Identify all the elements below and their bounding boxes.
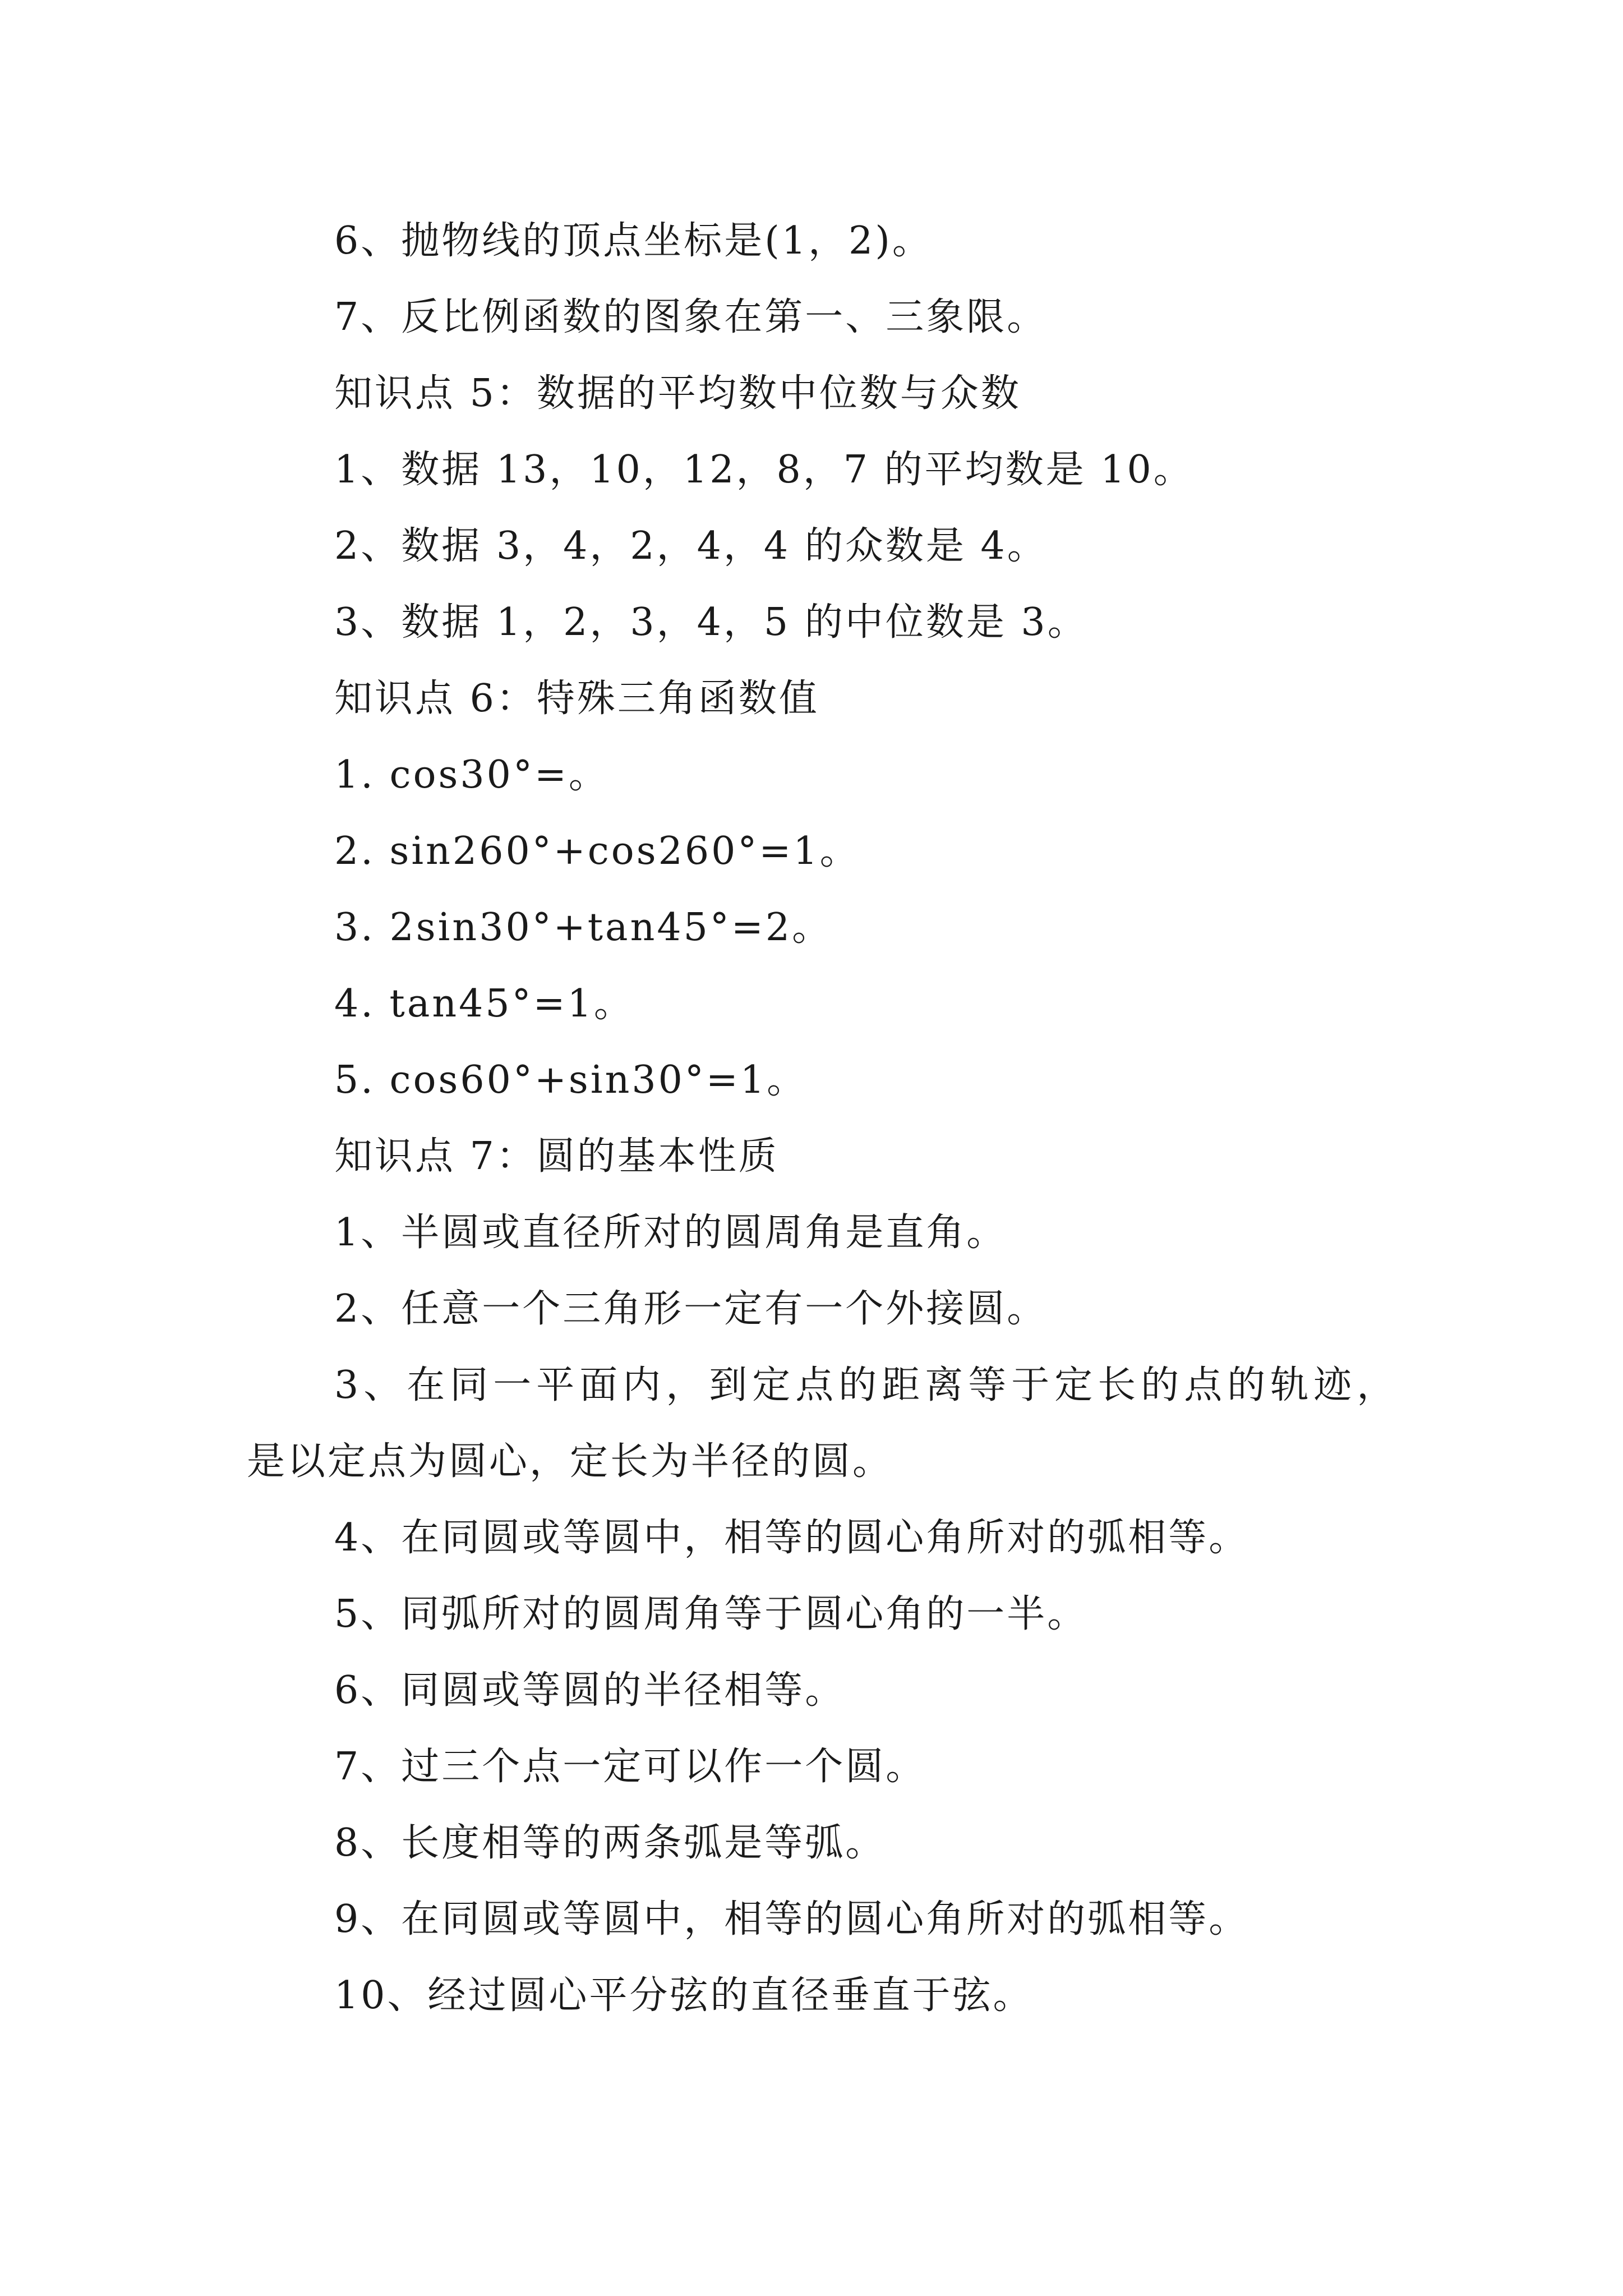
- text-line: 1、数据 13，10，12，8，7 的平均数是 10。: [334, 448, 1194, 492]
- text-line: 7、反比例函数的图象在第一、三象限。: [334, 295, 1048, 339]
- text-line: 2、数据 3，4，2，4，4 的众数是 4。: [334, 524, 1048, 568]
- text-line: 9、在同圆或等圆中，相等的圆心角所对的弧相等。: [334, 1897, 1249, 1941]
- text-line: 4、在同圆或等圆中，相等的圆心角所对的弧相等。: [334, 1516, 1249, 1560]
- text-line: 8、长度相等的两条弧是等弧。: [334, 1821, 886, 1865]
- section-heading: 知识点 6：特殊三角函数值: [334, 677, 819, 721]
- text-line: 4. tan45°=1。: [334, 982, 634, 1026]
- text-line: 3、数据 1，2，3，4，5 的中位数是 3。: [334, 600, 1088, 645]
- section-heading: 知识点 5：数据的平均数中位数与众数: [334, 371, 1021, 416]
- text-line: 7、过三个点一定可以作一个圆。: [334, 1745, 926, 1789]
- text-line: 2. sin260°+cos260°=1。: [334, 829, 860, 873]
- text-line: 6、抛物线的顶点坐标是(1，2)。: [334, 219, 933, 263]
- text-line: 10、经过圆心平分弦的直径垂直于弦。: [334, 1973, 1034, 2018]
- text-line: 5. cos60°+sin30°=1。: [334, 1058, 808, 1102]
- text-line: 5、同弧所对的圆周角等于圆心角的一半。: [334, 1592, 1088, 1636]
- text-line: 1. cos30°=。: [334, 753, 609, 797]
- text-line: 1、半圆或直径所对的圆周角是直角。: [334, 1211, 1007, 1255]
- text-line: 3. 2sin30°+tan45°=2。: [334, 905, 833, 950]
- text-line: 6、同圆或等圆的半径相等。: [334, 1668, 846, 1713]
- text-line: 3、在同一平面内，到定点的距离等于定长的点的轨迹，: [334, 1363, 1400, 1407]
- section-heading: 知识点 7：圆的基本性质: [334, 1134, 779, 1179]
- text-line: 2、任意一个三角形一定有一个外接圆。: [334, 1287, 1048, 1331]
- text-line-continuation: 是以定点为圆心，定长为半径的圆。: [247, 1439, 893, 1484]
